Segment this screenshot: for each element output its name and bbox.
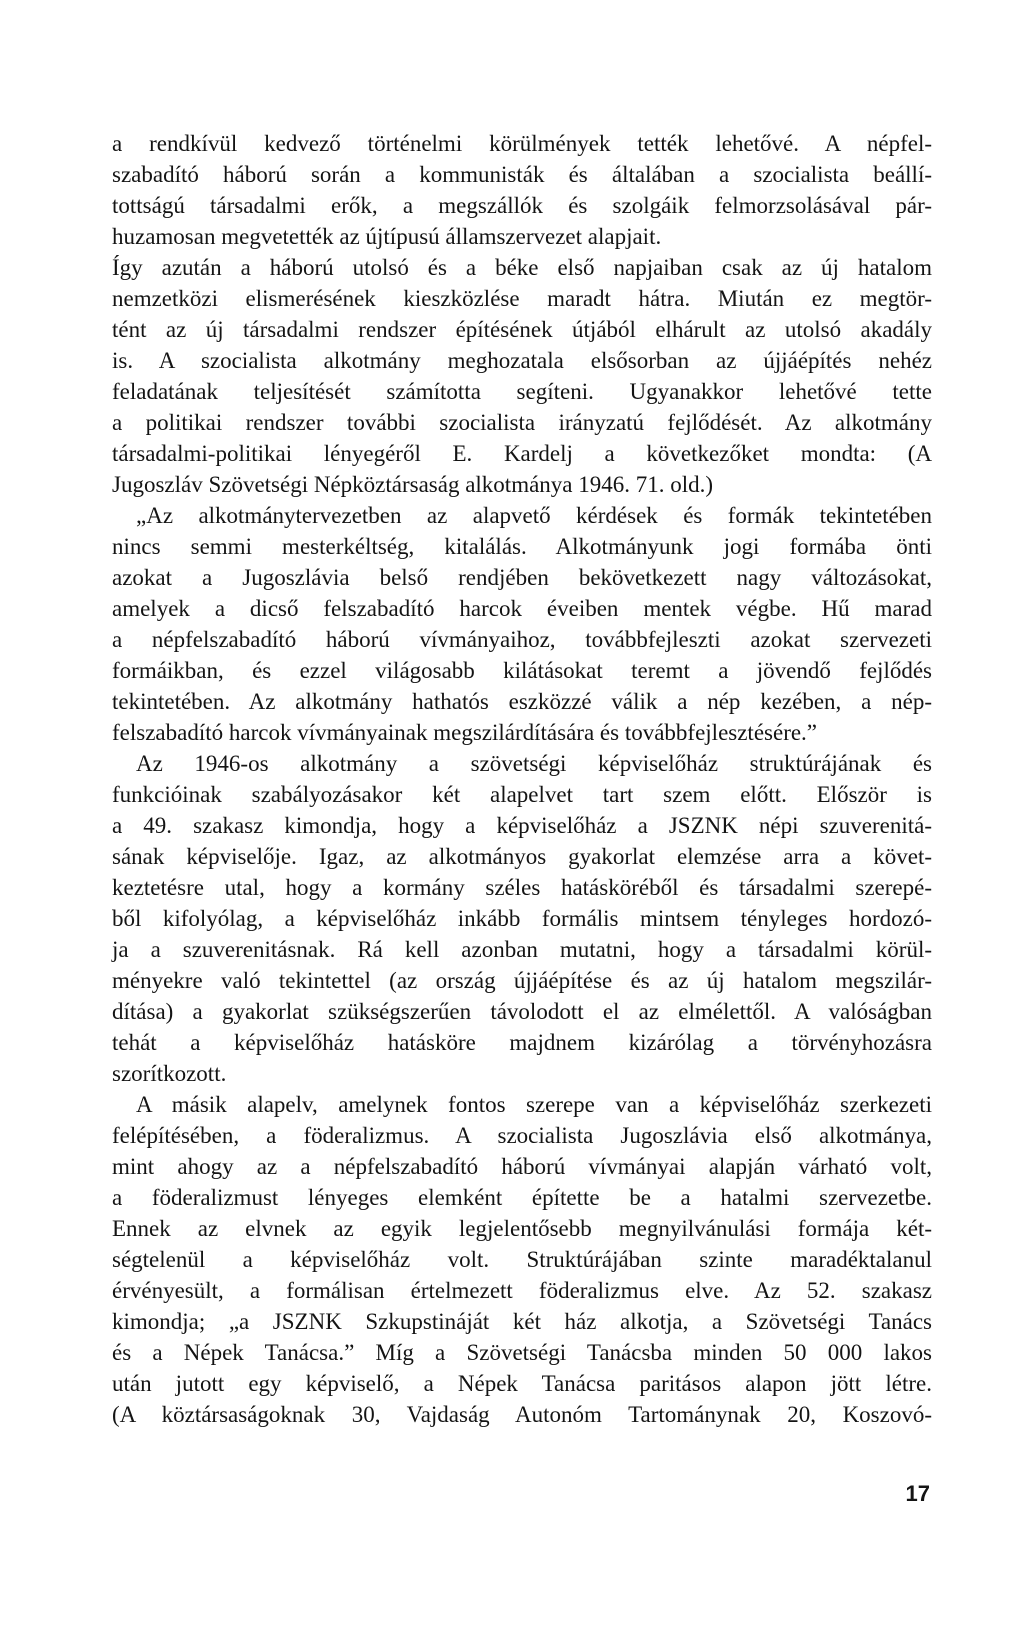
text-line: a 49. szakasz kimondja, hogy a képviselőház a JSZNK népi szuverenitá- — [112, 813, 932, 838]
text-line: tént az új társadalmi rendszer építésének útjából elhárult az utolsó akadály — [112, 317, 932, 342]
text-line: után jutott egy képviselő, a Népek Tanácsa paritásos alapon jött létre. — [112, 1371, 932, 1396]
text-line: a föderalizmust lényeges elemként építette be a hatalmi szervezetbe. — [112, 1185, 932, 1210]
text-line: érvényesült, a formálisan értelmezett föderalizmus elve. Az 52. szakasz — [112, 1278, 932, 1303]
text-line: amelyek a dicső felszabadító harcok éveiben mentek végbe. Hű marad — [112, 596, 932, 621]
text-line: funkcióinak szabályozásakor két alapelvet tart szem előtt. Először is — [112, 782, 932, 807]
text-line: tekintetében. Az alkotmány hathatós eszközzé válik a nép kezében, a nép- — [112, 689, 932, 714]
text-line: tehát a képviselőház hatásköre majdnem kizárólag a törvényhozásra — [112, 1030, 932, 1055]
text-line: huzamosan megvetették az újtípusú államszervezet alapjait. — [112, 224, 662, 249]
page-body — [112, 128, 932, 1430]
text-line: társadalmi-politikai lényegéről E. Kardelj a következőket mondta: (A — [112, 441, 932, 466]
text-line: „Az alkotmánytervezetben az alapvető kérdések és formák tekintetében — [136, 503, 932, 528]
text-line: Jugoszláv Szövetségi Népköztársaság alkotmánya 1946. 71. old.) — [112, 472, 714, 497]
text-line: feladatának teljesítését számította segíteni. Ugyanakkor lehetővé tette — [112, 379, 932, 404]
text-line: felépítésében, a föderalizmus. A szocialista Jugoszlávia első alkotmánya, — [112, 1123, 932, 1148]
page-number: 17 — [905, 1481, 930, 1506]
text-line: ményekre való tekintettel (az ország újjáépítése és az új hatalom megszilár- — [112, 968, 932, 993]
text-line: sának képviselője. Igaz, az alkotmányos gyakorlat elemzése arra a követ- — [112, 844, 932, 869]
text-line: felszabadító harcok vívmányainak megszilárdítására és továbbfejlesztésére.” — [112, 720, 818, 745]
text-line: ségtelenül a képviselőház volt. Struktúrájában szinte maradéktalanul — [112, 1247, 932, 1272]
text-line: A másik alapelv, amelynek fontos szerepe van a képviselőház szerkezeti — [136, 1092, 932, 1117]
text-line: mint ahogy az a népfelszabadító háború vívmányai alapján várható volt, — [112, 1154, 932, 1179]
text-line: a népfelszabadító háború vívmányaihoz, továbbfejleszti azokat szervezeti — [112, 627, 932, 652]
text-line: is. A szocialista alkotmány meghozatala elsősorban az újjáépítés nehéz — [112, 348, 932, 373]
text-line: kimondja; „a JSZNK Szkupstináját két ház alkotja, a Szövetségi Tanács — [112, 1309, 932, 1334]
text-line: a rendkívül kedvező történelmi körülmények tették lehetővé. A népfel- — [112, 131, 932, 156]
text-line: szabadító háború során a kommunisták és általában a szocialista beállí- — [112, 162, 932, 187]
text-line: a politikai rendszer további szocialista irányzatú fejlődését. Az alkotmány — [112, 410, 932, 435]
text-line: szorítkozott. — [112, 1061, 227, 1086]
text-line: ből kifolyólag, a képviselőház inkább formális mintsem tényleges hordozó- — [112, 906, 932, 931]
text-line: Így azután a háború utolsó és a béke első napjaiban csak az új hatalom — [112, 255, 932, 280]
text-line: azokat a Jugoszlávia belső rendjében bekövetkezett nagy változásokat, — [112, 565, 932, 590]
text-line: keztetésre utal, hogy a kormány széles hatásköréből és társadalmi szerepé- — [112, 875, 932, 900]
text-line: és a Népek Tanácsa.” Míg a Szövetségi Tanácsba minden 50 000 lakos — [112, 1340, 932, 1365]
text-line: Ennek az elvnek az egyik legjelentősebb megnyilvánulási formája két- — [112, 1216, 932, 1241]
text-line: dítása) a gyakorlat szükségszerűen távolodott el az elmélettől. A valóságban — [112, 999, 932, 1024]
text-line: nincs semmi mesterkéltség, kitalálás. Alkotmányunk jogi formába önti — [112, 534, 932, 559]
text-line: Az 1946-os alkotmány a szövetségi képviselőház struktúrájának és — [136, 751, 932, 776]
text-line: (A köztársaságoknak 30, Vajdaság Autonóm Tartománynak 20, Koszovó- — [112, 1402, 932, 1427]
text-line: formáikban, és ezzel világosabb kilátásokat teremt a jövendő fejlődés — [112, 658, 932, 683]
text-line: nemzetközi elismerésének kieszközlése maradt hátra. Miután ez megtör- — [112, 286, 932, 311]
text-line: ja a szuverenitásnak. Rá kell azonban mutatni, hogy a társadalmi körül- — [112, 937, 932, 962]
text-line: tottságú társadalmi erők, a megszállók és szolgáik felmorzsolásával pár- — [112, 193, 932, 218]
